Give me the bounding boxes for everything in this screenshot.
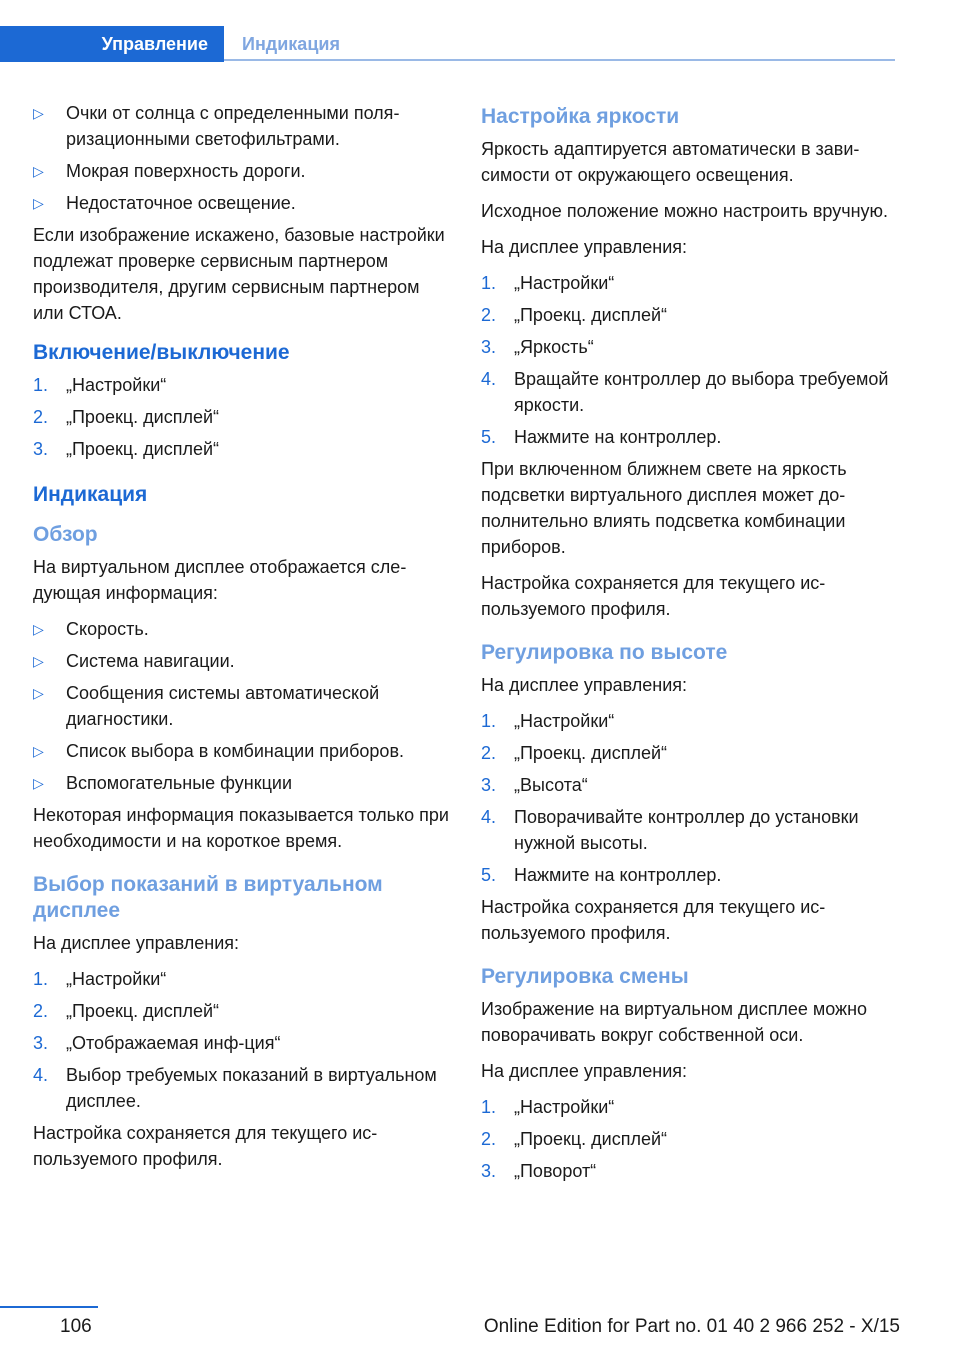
page-number: 106 [60, 1316, 92, 1337]
paragraph: Яркость адаптируется автоматически в зависимости от окружающего освещения. [481, 139, 860, 185]
subsection-heading: Настройка яркости [481, 105, 680, 128]
list-item: 3. „Отображаемая инф-ция“ [33, 1033, 281, 1053]
list-item: 2. „Проекц. дисплей“ [33, 1001, 220, 1021]
header-tabs [0, 26, 895, 62]
paragraph: Если изображение искажено, базовые настройки подлежат проверке сервисным партнером производителя, другим сервисным партнером или СТОА. [33, 225, 445, 323]
triangle-bullet-icon: ▷ [33, 621, 44, 637]
paragraph: На виртуальном дисплее отображается следующая информация: [33, 557, 407, 603]
subsection-heading: Регулировка по высоте [481, 641, 728, 664]
step-list [481, 1094, 901, 1184]
section-heading: Индикация [33, 483, 148, 506]
edition-text: Online Edition for Part no. 01 40 2 966 252 - X/15 [483, 1316, 900, 1337]
list-item: 3. „Поворот“ [481, 1161, 597, 1181]
triangle-bullet-icon: ▷ [33, 195, 44, 211]
list-item: ▷ Список выбора в комбинации приборов. [33, 738, 449, 764]
list-item: 3. „Высота“ [481, 775, 588, 795]
triangle-bullet-icon: ▷ [33, 775, 44, 791]
list-item: 4. Вращайте контроллер до выбора требуемой яркости. [481, 369, 889, 415]
step-list [33, 372, 449, 462]
list-item: ▷ Недостаточное освещение. [33, 190, 449, 216]
list-item: 1. „Настройки“ [481, 711, 615, 731]
list-item: 5. Нажмите на контроллер. [481, 865, 722, 885]
tab-indikaciya[interactable]: Индикация [242, 33, 340, 54]
list-item: 4. Поворачивайте контроллер до установки нужной высоты. [481, 807, 859, 853]
list-item: 5. Нажмите на контроллер. [481, 427, 722, 447]
paragraph: На дисплее управления: [481, 675, 688, 695]
list-item: ▷ Система навигации. [33, 648, 449, 674]
triangle-bullet-icon: ▷ [33, 653, 44, 669]
list-item: ▷ Скорость. [33, 616, 449, 642]
triangle-bullet-icon: ▷ [33, 105, 44, 121]
paragraph: Исходное положение можно настроить вручную. [481, 201, 889, 221]
paragraph: При включенном ближнем свете на яркость подсветки виртуального дисплея может дополнительно влиять подсветка комбинации приборов. [481, 459, 847, 557]
subsection-heading: Выбор показаний в виртуальном дисплее [33, 873, 383, 922]
section-heading: Включение/выключение [33, 341, 290, 364]
left-column [33, 100, 449, 1182]
list-item: 3. „Яркость“ [481, 337, 594, 357]
list-item: ▷ Сообщения системы автоматической диагностики. [33, 680, 449, 732]
right-column [481, 100, 901, 1190]
list-item: ▷ Очки от солнца с определенными поляризационными светофильтрами. [33, 100, 449, 152]
paragraph: Настройка сохраняется для текущего используемого профиля. [481, 897, 826, 943]
step-list [33, 966, 449, 1114]
paragraph: На дисплее управления: [481, 1061, 688, 1081]
list-item: 2. „Проекц. дисплей“ [481, 1129, 668, 1149]
paragraph: Настройка сохраняется для текущего используемого профиля. [481, 573, 826, 619]
list-item: ▷ Вспомогательные функции [33, 770, 449, 796]
subsection-heading: Обзор [33, 523, 98, 546]
list-item: 3. „Проекц. дисплей“ [33, 439, 220, 459]
paragraph: На дисплее управления: [33, 933, 240, 953]
list-item: ▷ Мокрая поверхность дороги. [33, 158, 449, 184]
list-item: 1. „Настройки“ [33, 969, 167, 989]
paragraph: Некоторая информация показывается только при необходимости и на короткое время. [33, 805, 449, 851]
step-list [481, 708, 901, 888]
header-divider [224, 59, 895, 61]
list-item: 1. „Настройки“ [481, 273, 615, 293]
paragraph: На дисплее управления: [481, 237, 688, 257]
subsection-heading: Регулировка смены [481, 965, 689, 988]
list-item: 4. Выбор требуемых показаний в виртуальном дисплее. [33, 1065, 437, 1111]
list-item: 2. „Проекц. дисплей“ [481, 743, 668, 763]
list-item: 1. „Настройки“ [481, 1097, 615, 1117]
footer-rule [0, 1306, 98, 1308]
list-item: 2. „Проекц. дисплей“ [33, 407, 220, 427]
step-list [481, 270, 901, 450]
triangle-bullet-icon: ▷ [33, 163, 44, 179]
list-item: 1. „Настройки“ [33, 375, 167, 395]
tab-upravlenie[interactable]: Управление [0, 26, 224, 62]
bullet-list [33, 616, 449, 796]
paragraph: Настройка сохраняется для текущего используемого профиля. [33, 1123, 378, 1169]
bullet-list [33, 100, 449, 216]
triangle-bullet-icon: ▷ [33, 743, 44, 759]
list-item: 2. „Проекц. дисплей“ [481, 305, 668, 325]
paragraph: Изображение на виртуальном дисплее можно поворачивать вокруг собственной оси. [481, 999, 868, 1045]
triangle-bullet-icon: ▷ [33, 685, 44, 701]
